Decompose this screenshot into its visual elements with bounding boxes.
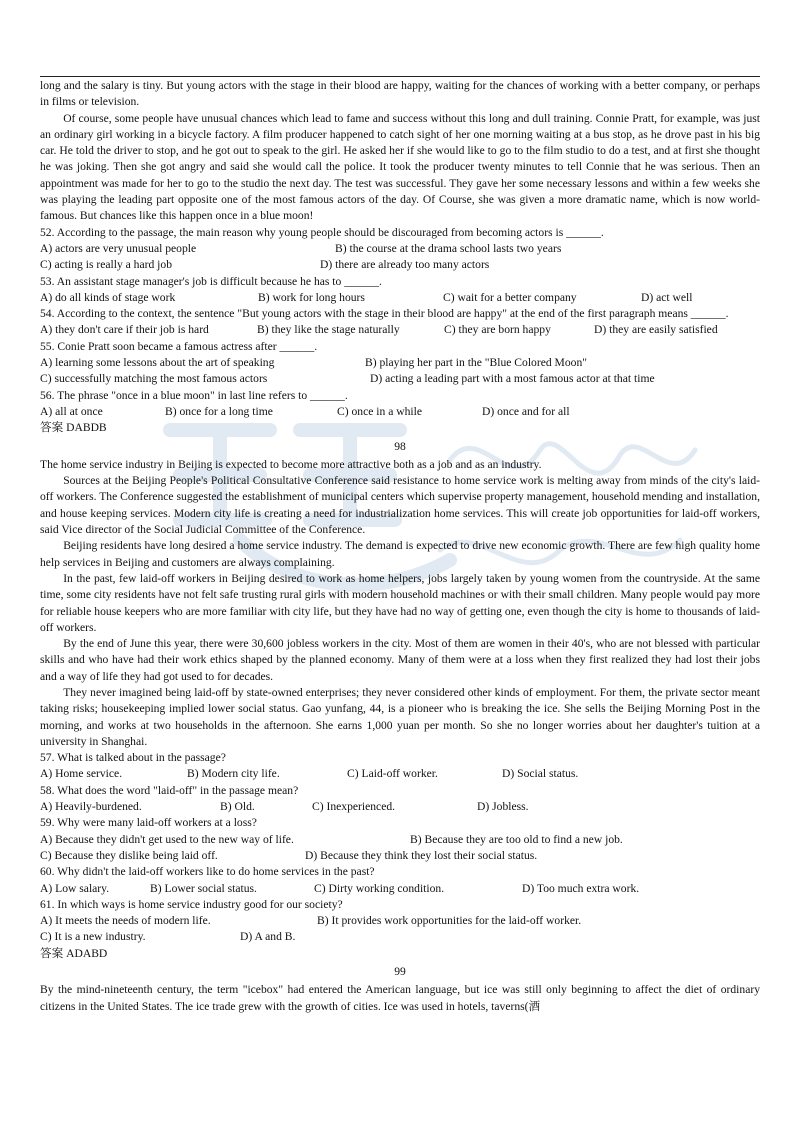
- option-c: C) Because they dislike being laid off.: [40, 848, 218, 862]
- option-d: D) Jobless.: [477, 800, 529, 814]
- options-row: [40, 404, 760, 420]
- option-c: C) Inexperienced.: [312, 800, 396, 814]
- option-a: A) do all kinds of stage work: [40, 290, 176, 304]
- option-b: B) Old.: [220, 800, 255, 814]
- question-58: [40, 783, 760, 816]
- option-a: A) Heavily-burdened.: [40, 800, 142, 814]
- options-row: [40, 832, 760, 848]
- option-b: B) playing her part in the "Blue Colored Moon": [365, 356, 587, 370]
- passage-paragraph: By the mind-nineteenth century, the term "icebox" had entered the American language, but ice was still only beginning to affect the diet of ordinary citizens in the United States. The ice trade grew with the growth of cities. Ice was used in hotels, taverns(酒: [40, 983, 760, 1013]
- option-a: A) actors are very unusual people: [40, 241, 197, 255]
- option-c: C) Laid-off worker.: [347, 767, 438, 781]
- option-d: D) there are already too many actors: [320, 258, 490, 272]
- option-d: D) once and for all: [482, 404, 570, 418]
- option-b: B) It provides work opportunities for the laid-off worker.: [317, 914, 582, 928]
- page-number: 98: [394, 439, 406, 453]
- passage-paragraph: By the end of June this year, there were 30,600 jobless workers in the city. Most of them are women in their 40's, who are not blessed with particular skills and who have had their work ethics shaped by the planned economy. Many of them were at a loss when they first realized they had lost their jobs and a way of life they had got used to for decades.: [40, 637, 760, 683]
- question-60: [40, 864, 760, 897]
- option-b: B) work for long hours: [258, 290, 365, 304]
- question-52: [40, 225, 760, 274]
- option-d: D) Social status.: [502, 767, 579, 781]
- passage-paragraph: Sources at the Beijing People's Political Consultative Conference said resistance to home service work is melting away from minds of the city's laid-off workers. The Conference suggested the establishment of municipal centers which supervise property management, household mending and installation, and house keeping services. Modern city life is creating a need for industrialization home services. This will create job opportunities for laid-off workers, said Vice director of the Social Judicial Committee of the Conference.: [40, 474, 760, 537]
- question-stem: 58. What does the word "laid-off" in the passage mean?: [40, 783, 299, 797]
- question-stem: 52. According to the passage, the main reason why young people should be discouraged from becoming actors is ______.: [40, 225, 604, 239]
- option-b: B) Because they are too old to find a new job.: [410, 832, 623, 846]
- option-d: D) Because they think they lost their social status.: [305, 848, 538, 862]
- question-57: [40, 750, 760, 783]
- option-c: C) acting is really a hard job: [40, 258, 172, 272]
- option-a: A) Low salary.: [40, 881, 110, 895]
- page-content: [40, 78, 760, 1015]
- question-stem: 60. Why didn't the laid-off workers like to do home services in the past?: [40, 865, 375, 879]
- option-d: D) A and B.: [240, 930, 296, 944]
- options-row: [40, 848, 760, 864]
- option-a: A) It meets the needs of modern life.: [40, 914, 211, 928]
- passage-paragraph: In the past, few laid-off workers in Beijing desired to work as home helpers, jobs largely taken by young women from the countryside. At the same time, some city residents have not felt safe trusting rural girls with modern household machines or with their small children. Many people would pay more for reliable house keepers who are more familiar with city life, but they have had no way of getting one, even though the city is home to thousands of laid-off workers.: [40, 571, 760, 634]
- passage-paragraph: long and the salary is tiny. But young actors with the stage in their blood are happy, waiting for the chances of working with a better company, or perhaps in films or television.: [40, 79, 760, 109]
- question-56: [40, 388, 760, 421]
- page-number: 99: [394, 965, 406, 979]
- question-61: [40, 897, 760, 946]
- option-b: B) the course at the drama school lasts two years: [335, 241, 562, 255]
- question-stem: 61. In which ways is home service industry good for our society?: [40, 897, 343, 911]
- question-stem: 57. What is talked about in the passage?: [40, 751, 226, 765]
- option-d: D) act well: [641, 290, 693, 304]
- option-d: D) Too much extra work.: [522, 881, 640, 895]
- option-c: C) wait for a better company: [443, 290, 577, 304]
- option-a: A) learning some lessons about the art of speaking: [40, 356, 275, 370]
- options-row: [40, 322, 760, 338]
- question-59: [40, 815, 760, 864]
- options-row: [40, 371, 760, 387]
- options-row: [40, 929, 760, 945]
- question-stem: 59. Why were many laid-off workers at a loss?: [40, 816, 257, 830]
- passage-paragraph: The home service industry in Beijing is expected to become more attractive both as a job and as an industry.: [40, 457, 542, 471]
- question-stem: 55. Conie Pratt soon became a famous actress after ______.: [40, 339, 318, 353]
- question-54: [40, 306, 760, 339]
- options-row: [40, 881, 760, 897]
- answer-key: 答案 ADABD: [40, 946, 108, 960]
- option-b: B) once for a long time: [165, 404, 273, 418]
- option-c: C) It is a new industry.: [40, 930, 146, 944]
- question-stem: 53. An assistant stage manager's job is difficult because he has to ______.: [40, 274, 382, 288]
- option-a: A) Because they didn't get used to the new way of life.: [40, 832, 294, 846]
- option-a: A) they don't care if their job is hard: [40, 323, 209, 337]
- question-stem: 56. The phrase "once in a blue moon" in last line refers to ______.: [40, 388, 348, 402]
- option-a: A) Home service.: [40, 767, 123, 781]
- options-row: [40, 290, 760, 306]
- option-c: C) they are born happy: [444, 323, 551, 337]
- options-row: [40, 766, 760, 782]
- options-row: [40, 241, 760, 257]
- options-row: [40, 355, 760, 371]
- passage-paragraph: They never imagined being laid-off by state-owned enterprises; they never considered other kinds of employment. For them, the private sector meant taking risks; housekeeping implied lower social status. Gao yunfang, 44, is a pioneer who is breaking the ice. She sells the Beijing Morning Post in the morning, and works at two households in the afternoon. She earns 1,000 yuan per month. So she no longer worries about her daughter's tuition at a university in Shanghai.: [40, 685, 760, 748]
- header-rule: [40, 76, 760, 77]
- option-b: B) Lower social status.: [150, 881, 257, 895]
- option-c: C) successfully matching the most famous actors: [40, 372, 268, 386]
- options-row: [40, 913, 760, 929]
- option-c: C) Dirty working condition.: [314, 881, 445, 895]
- options-row: [40, 257, 760, 273]
- option-d: D) they are easily satisfied: [594, 323, 718, 337]
- passage-paragraph: Of course, some people have unusual chances which lead to fame and success without this long and dull training. Connie Pratt, for example, was just an ordinary girl working in a bicycle factory. A film producer happened to catch sight of her one morning waiting at a bus stop, as he drove past in his big car. He told the driver to stop, and he got out to speak to the girl. He asked her if she would like to go to the film studio to do a test, and at first she thought he was joking. Then she got angry and said she would call the police. It took the producer twenty minutes to tell Connie that he was serious. Then an appointment was made for her to go to the studio the next day. The test was successful. They gave her some necessary lessons and within a few weeks she was playing the leading part opposite one of the most famous actors of the day. Of Course, she was given a more dramatic name, which is now world-famous. But chances like this happen once in a blue moon!: [40, 111, 760, 223]
- option-c: C) once in a while: [337, 404, 422, 418]
- answer-key: 答案 DABDB: [40, 421, 107, 435]
- passage-paragraph: Beijing residents have long desired a home service industry. The demand is expected to drive new economic growth. There are few high quality home help services in Beijing and customers are always complaining.: [40, 539, 760, 569]
- question-55: [40, 339, 760, 388]
- option-b: B) they like the stage naturally: [257, 323, 400, 337]
- option-a: A) all at once: [40, 404, 103, 418]
- option-d: D) acting a leading part with a most famous actor at that time: [370, 372, 655, 386]
- options-row: [40, 799, 760, 815]
- option-b: B) Modern city life.: [187, 767, 280, 781]
- question-stem: 54. According to the context, the sentence "But young actors with the stage in their blood are happy" at the end of the first paragraph means ______.: [40, 307, 729, 321]
- question-53: [40, 274, 760, 307]
